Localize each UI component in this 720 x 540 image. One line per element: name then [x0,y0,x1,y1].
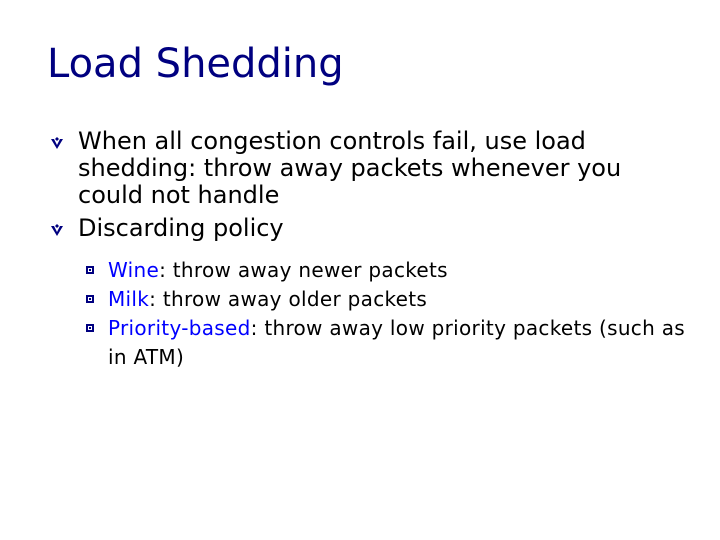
bullet-item-load-shedding [50,128,690,209]
sub-bullet-priority-based [86,314,690,372]
policy-term: Milk [108,287,150,311]
bullet-list [50,128,690,372]
policy-description: : throw away low priority packets (such as in ATM) [108,316,686,369]
bullet-item-discarding-policy [50,215,690,242]
bullet-text: Discarding policy [78,214,284,242]
sub-bullet-list [86,256,690,372]
square-bullet-icon [86,323,95,333]
diamond-checkmark-bullet-icon [50,136,64,150]
sub-bullet-milk [86,285,690,314]
bullet-text: When all congestion controls fail, use load shedding: throw away packets whenever you could not handle [78,127,622,209]
sub-bullet-wine [86,256,690,285]
square-bullet-icon [86,265,95,275]
policy-term: Priority-based [108,316,251,340]
diamond-checkmark-bullet-icon [50,223,64,237]
policy-description: : throw away newer packets [159,258,448,282]
policy-term: Wine [108,258,160,282]
slide-title: Load Shedding [47,41,344,87]
policy-description: : throw away older packets [149,287,428,311]
square-bullet-icon [86,294,95,304]
